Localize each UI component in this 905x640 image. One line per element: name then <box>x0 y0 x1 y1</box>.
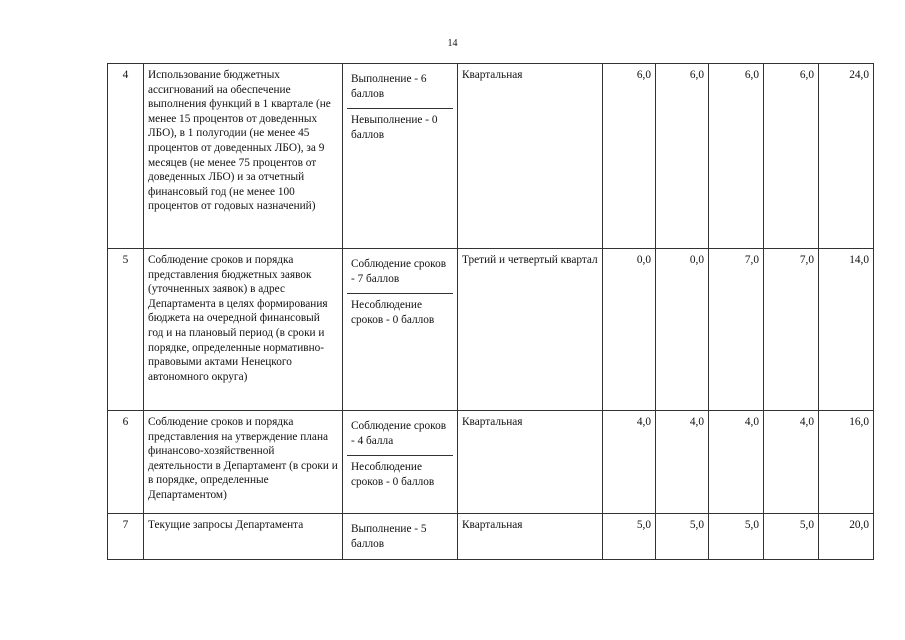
value-total: 24,0 <box>819 64 874 249</box>
row-number: 7 <box>108 514 144 560</box>
value-total: 20,0 <box>819 514 874 560</box>
indicator-cell: Соблюдение сроков и порядка представления бюджетных заявок (уточненных заявок) в адрес Департамента в целях формирования бюджета на очередной финансовый год и на плановый период (в сроки и порядке, определенные нормативно-правовыми актами Ненецкого автономного округа) <box>144 249 343 411</box>
value-q1: 5,0 <box>603 514 656 560</box>
page-number: 14 <box>447 38 458 49</box>
period-cell: Третий и четвертый квартал <box>458 249 603 411</box>
value-q4: 5,0 <box>764 514 819 560</box>
value-q3: 4,0 <box>709 411 764 514</box>
value-q3: 7,0 <box>709 249 764 411</box>
row-number: 4 <box>108 64 144 249</box>
period-cell: Квартальная <box>458 64 603 249</box>
criteria-cell <box>343 64 458 249</box>
table-row <box>108 411 874 514</box>
indicator-cell: Использование бюджетных ассигнований на обеспечение выполнения функций в 1 квартале (не менее 15 процентов от доведенных ЛБО), в 1 полугодии (не менее 45 процентов от доведенных ЛБО), за 9 месяцев (не менее 75 процентов от доведенных ЛБО) и за отчетный финансовый год (не менее 100 процентов от годовых назначений) <box>144 64 343 249</box>
criteria-cell <box>343 249 458 411</box>
criterion-fulfilled: Соблюдение сроков - 7 баллов <box>351 258 447 285</box>
value-q3: 5,0 <box>709 514 764 560</box>
criterion-fulfilled: Соблюдение сроков - 4 балла <box>351 420 447 447</box>
value-q1: 4,0 <box>603 411 656 514</box>
criterion-unfulfilled: Невыполнение - 0 баллов <box>347 108 453 146</box>
value-q4: 6,0 <box>764 64 819 249</box>
period-cell: Квартальная <box>458 411 603 514</box>
table-row <box>108 249 874 411</box>
criteria-cell <box>343 411 458 514</box>
row-number: 5 <box>108 249 144 411</box>
value-q4: 7,0 <box>764 249 819 411</box>
value-q2: 0,0 <box>656 249 709 411</box>
criterion-fulfilled: Выполнение - 6 баллов <box>351 73 427 100</box>
value-q1: 0,0 <box>603 249 656 411</box>
criterion-unfulfilled: Несоблюдение сроков - 0 баллов <box>347 293 453 331</box>
criterion-fulfilled: Выполнение - 5 баллов <box>351 523 427 550</box>
value-q2: 4,0 <box>656 411 709 514</box>
indicator-cell: Соблюдение сроков и порядка представления на утверждение плана финансово-хозяйственной деятельности в Департамент (в сроки и в порядке, определенные Департаментом) <box>144 411 343 514</box>
table-row <box>108 514 874 560</box>
value-q2: 5,0 <box>656 514 709 560</box>
indicator-cell: Текущие запросы Департамента <box>144 514 343 560</box>
criteria-cell <box>343 514 458 560</box>
period-cell: Квартальная <box>458 514 603 560</box>
value-q2: 6,0 <box>656 64 709 249</box>
criterion-unfulfilled: Несоблюдение сроков - 0 баллов <box>347 455 453 493</box>
value-q1: 6,0 <box>603 64 656 249</box>
value-total: 14,0 <box>819 249 874 411</box>
value-q4: 4,0 <box>764 411 819 514</box>
row-number: 6 <box>108 411 144 514</box>
table-row <box>108 64 874 249</box>
rating-table <box>107 63 874 560</box>
value-q3: 6,0 <box>709 64 764 249</box>
value-total: 16,0 <box>819 411 874 514</box>
